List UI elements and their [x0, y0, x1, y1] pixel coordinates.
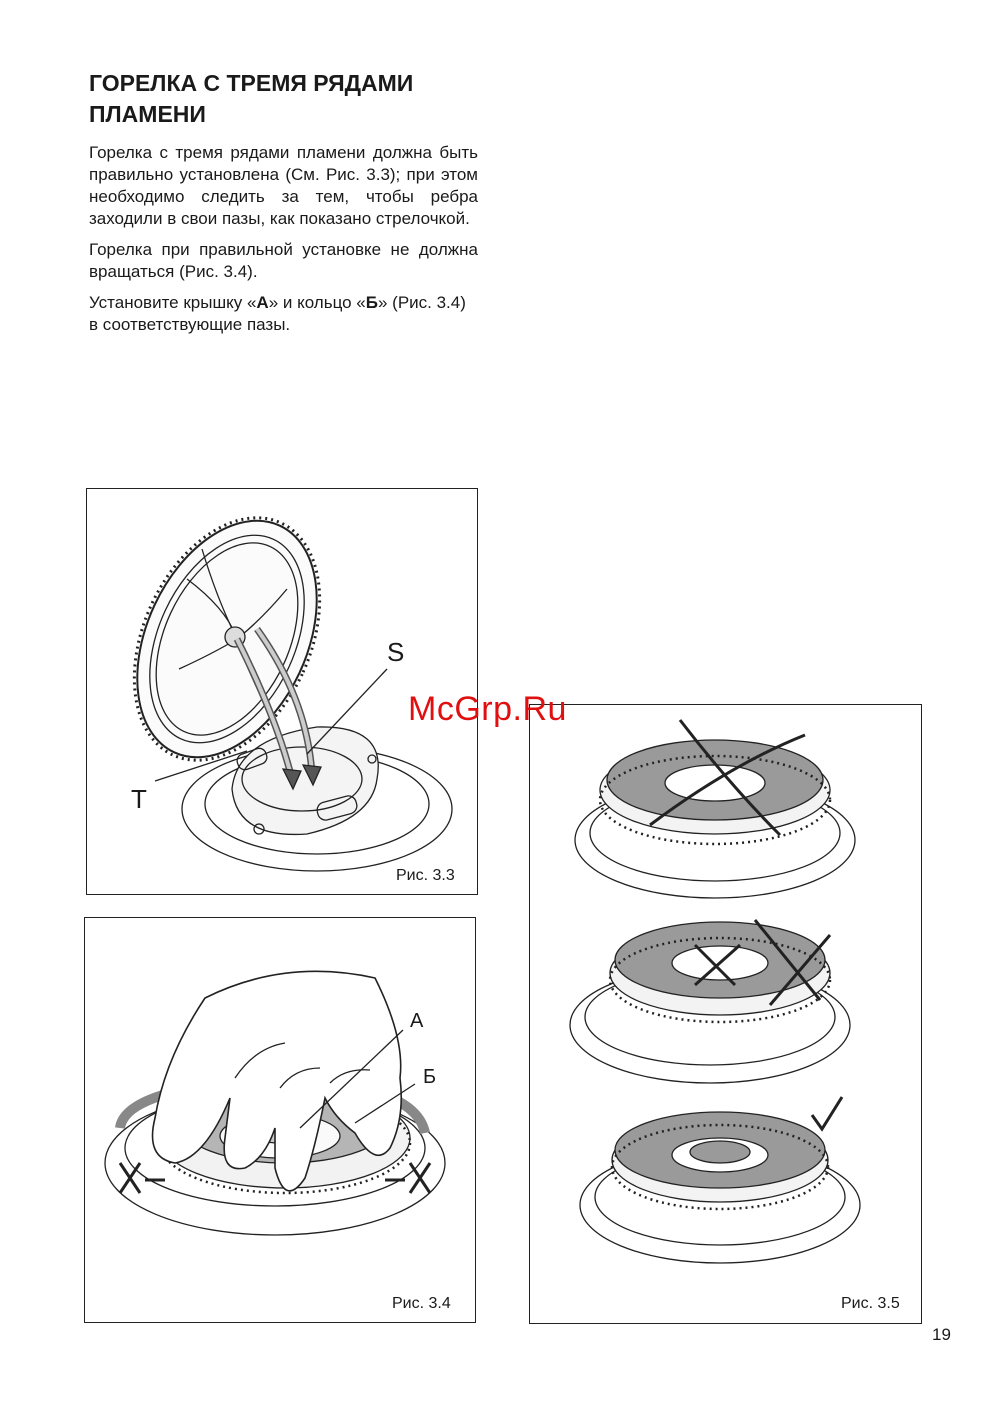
paragraph-3-part: » (Рис. 3.4) в соответствующие пазы.	[89, 293, 466, 334]
hand-installing-burner-illustration	[85, 918, 477, 1324]
label-t: T	[131, 784, 147, 814]
label-b: Б	[423, 1066, 437, 1088]
paragraph-3-part: Установите крышку «	[89, 293, 257, 312]
figure-3-5	[529, 704, 922, 1324]
label-b-ref: Б	[365, 293, 378, 312]
paragraph-3-part: » и кольцо «	[268, 293, 366, 312]
burner-position-comparison-illustration	[530, 705, 923, 1325]
figure-3-4	[84, 917, 476, 1323]
figure-caption: Рис. 3.3	[396, 867, 455, 884]
label-s: S	[387, 637, 405, 667]
paragraph-1: Горелка с тремя рядами пламени должна быть правильно установлена (См. Рис. 3.3); при этом необходимо следить за тем, чтобы ребра заходили в свои пазы, как показано стрелочкой.	[89, 143, 478, 228]
body-text	[89, 142, 478, 345]
figure-caption: Рис. 3.4	[392, 1295, 451, 1312]
label-a: А	[410, 1010, 424, 1032]
label-a-ref: А	[256, 293, 269, 312]
paragraph-2: Горелка при правильной установке не должна вращаться (Рис. 3.4).	[89, 240, 478, 281]
title-line-2: ПЛАМЕНИ	[89, 101, 206, 127]
title-line-1: ГОРЕЛКА С ТРЕМЯ РЯДАМИ	[89, 70, 414, 96]
page-title	[89, 68, 489, 130]
watermark: McGrp.Ru	[408, 690, 567, 728]
page-number: 19	[932, 1325, 951, 1344]
figure-caption: Рис. 3.5	[841, 1295, 900, 1312]
paragraph-3	[89, 292, 478, 336]
